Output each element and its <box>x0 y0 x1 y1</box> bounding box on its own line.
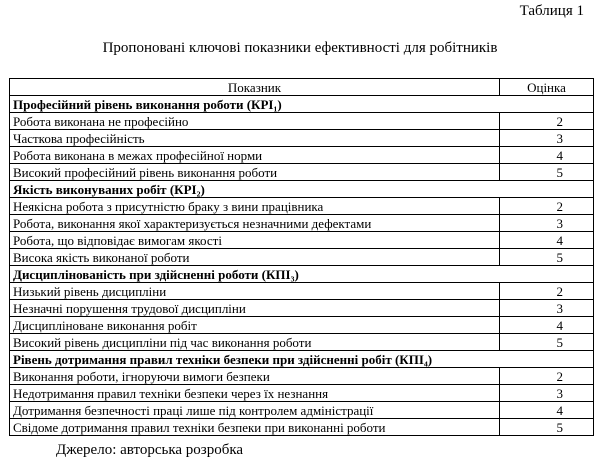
table-row <box>10 317 594 334</box>
table-body <box>10 96 594 436</box>
score-cell: 3 <box>500 300 594 317</box>
table-row <box>10 113 594 130</box>
section-title: Якість виконуваних робіт (КРІ₂) <box>10 181 594 198</box>
table-row <box>10 164 594 181</box>
indicator-cell: Дотримання безпечності праці лише під контролем адміністрації <box>10 402 500 419</box>
table-row <box>10 249 594 266</box>
indicator-cell: Робота, виконання якої характеризується незначними дефектами <box>10 215 500 232</box>
score-cell: 4 <box>500 147 594 164</box>
score-cell: 5 <box>500 249 594 266</box>
indicator-cell: Дисципліноване виконання робіт <box>10 317 500 334</box>
score-cell: 2 <box>500 368 594 385</box>
table-number: Таблиця 1 <box>519 3 584 19</box>
source-note: Джерело: авторська розробка <box>56 442 244 458</box>
table-row <box>10 402 594 419</box>
section-title: Професійний рівень виконання роботи (КРІ₁) <box>10 96 594 113</box>
score-cell: 2 <box>500 198 594 215</box>
score-cell: 2 <box>500 113 594 130</box>
table-title: Пропоновані ключові показники ефективності для робітників <box>102 40 498 56</box>
indicator-cell: Часткова професійність <box>10 130 500 147</box>
section-title: Рівень дотримання правил техніки безпеки при здійсненні робіт (КПІ₄) <box>10 351 594 368</box>
indicator-cell: Висока якість виконаної роботи <box>10 249 500 266</box>
indicator-cell: Низький рівень дисципліни <box>10 283 500 300</box>
section-row <box>10 351 594 368</box>
section-row <box>10 181 594 198</box>
section-row <box>10 96 594 113</box>
score-cell: 5 <box>500 334 594 351</box>
kpi-table <box>9 78 594 436</box>
table-row <box>10 334 594 351</box>
score-cell: 3 <box>500 130 594 147</box>
indicator-cell: Недотримання правил техніки безпеки через їх незнання <box>10 385 500 402</box>
table-row <box>10 368 594 385</box>
header-row <box>10 79 594 96</box>
indicator-cell: Незначні порушення трудової дисципліни <box>10 300 500 317</box>
indicator-cell: Високий рівень дисципліни під час виконання роботи <box>10 334 500 351</box>
indicator-cell: Робота, що відповідає вимогам якості <box>10 232 500 249</box>
score-cell: 2 <box>500 283 594 300</box>
table-row <box>10 198 594 215</box>
indicator-cell: Високий професійний рівень виконання роботи <box>10 164 500 181</box>
score-cell: 5 <box>500 164 594 181</box>
header-indicator: Показник <box>10 79 500 96</box>
section-row <box>10 266 594 283</box>
section-title: Дисциплінованість при здійсненні роботи (КПІ₃) <box>10 266 594 283</box>
table-row <box>10 283 594 300</box>
table-row <box>10 130 594 147</box>
indicator-cell: Свідоме дотримання правил техніки безпеки при виконанні роботи <box>10 419 500 436</box>
header-score: Оцінка <box>500 79 594 96</box>
score-cell: 4 <box>500 232 594 249</box>
score-cell: 4 <box>500 317 594 334</box>
score-cell: 5 <box>500 419 594 436</box>
score-cell: 4 <box>500 402 594 419</box>
score-cell: 3 <box>500 385 594 402</box>
indicator-cell: Робота виконана не професійно <box>10 113 500 130</box>
indicator-cell: Виконання роботи, ігноруючи вимоги безпеки <box>10 368 500 385</box>
indicator-cell: Неякісна робота з присутністю браку з вини працівника <box>10 198 500 215</box>
table-row <box>10 300 594 317</box>
score-cell: 3 <box>500 215 594 232</box>
indicator-cell: Робота виконана в межах професійної норми <box>10 147 500 164</box>
table-row <box>10 419 594 436</box>
table-row <box>10 215 594 232</box>
table-row <box>10 232 594 249</box>
table-row <box>10 147 594 164</box>
table-row <box>10 385 594 402</box>
